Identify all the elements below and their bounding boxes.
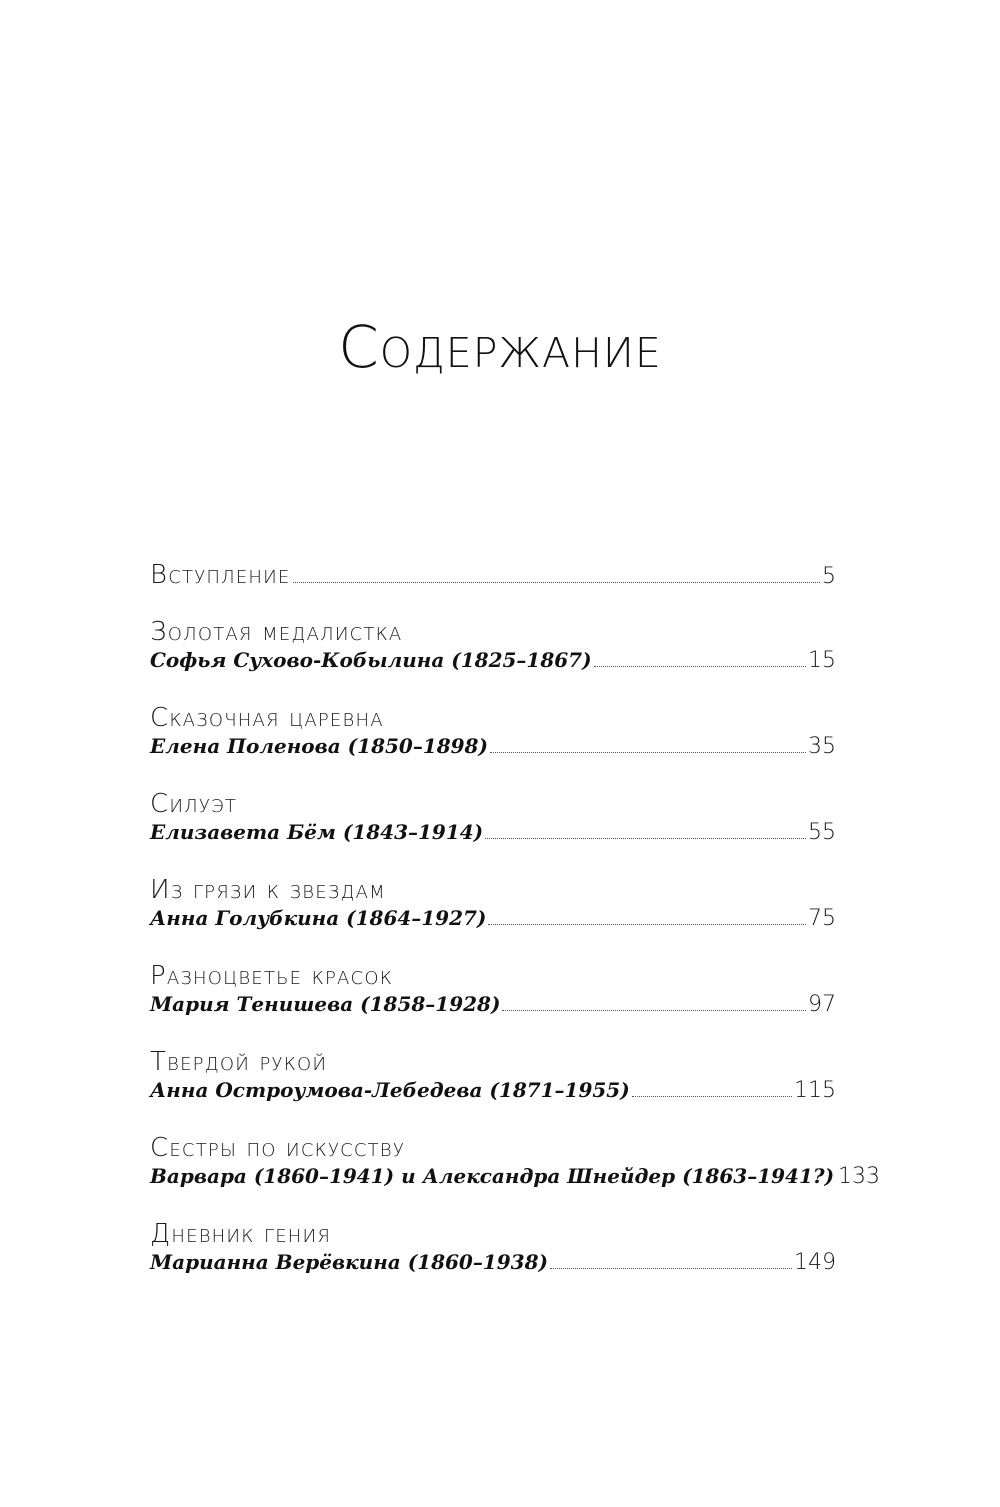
toc-chapter-entry[interactable] [150, 994, 836, 1016]
toc-chapter-title[interactable] [150, 963, 836, 989]
chapter-subtitle: Варвара (1860–1941) и Александра Шнейдер (1863–1941?) [150, 1164, 835, 1188]
toc-chapter-entry[interactable] [150, 736, 836, 758]
chapter-subtitle: Софья Сухово-Кобылина (1825–1867) [150, 648, 592, 672]
page-title: Содержание [338, 313, 662, 381]
toc-chapter-title[interactable] [150, 791, 836, 817]
dot-leader [550, 1268, 792, 1269]
toc-chapter-entry[interactable] [150, 908, 836, 930]
chapter-title: Силуэт [150, 789, 238, 819]
toc-chapter-title[interactable] [150, 619, 836, 645]
chapter-subtitle: Анна Остроумова-Лебедева (1871–1955) [150, 1078, 630, 1102]
toc-chapter-title[interactable] [150, 1221, 836, 1247]
toc-page-number: 149 [794, 1250, 836, 1275]
table-of-contents [150, 0, 881, 1507]
chapter-subtitle: Мария Тенишева (1858–1928) [150, 992, 501, 1016]
dot-leader [632, 1096, 792, 1097]
toc-page-number: 75 [808, 906, 836, 931]
dot-leader [594, 666, 806, 667]
chapter-title: Сестры по искусству [150, 1133, 406, 1163]
chapter-title: Сказочная царевна [150, 703, 384, 733]
toc-page-number: 5 [822, 564, 836, 589]
toc-page-number: 97 [808, 992, 836, 1017]
toc-chapter-title[interactable] [150, 1135, 836, 1161]
toc-chapter-entry[interactable] [150, 822, 836, 844]
chapter-subtitle: Анна Голубкина (1864–1927) [150, 906, 487, 930]
toc-page-number: 35 [808, 734, 836, 759]
dot-leader [293, 582, 821, 583]
chapter-subtitle: Марианна Верёвкина (1860–1938) [150, 1250, 548, 1274]
chapter-subtitle: Елена Поленова (1850–1898) [150, 734, 488, 758]
chapter-title: Разноцветье красок [150, 961, 394, 991]
toc-chapter-title[interactable] [150, 1049, 836, 1075]
dot-leader [485, 838, 806, 839]
chapter-title: Из грязи к звездам [150, 875, 386, 905]
toc-chapter-entry[interactable] [150, 1252, 836, 1274]
toc-page-number: 133 [838, 1164, 881, 1189]
chapter-title: Дневник гения [150, 1219, 332, 1249]
toc-entry-intro[interactable] [150, 562, 836, 588]
toc-chapter-title[interactable] [150, 705, 836, 731]
toc-chapter-entry[interactable] [150, 650, 836, 672]
chapter-subtitle: Елизавета Бём (1843–1914) [150, 820, 484, 844]
toc-intro-label: Вступление [150, 560, 291, 590]
toc-page-number: 115 [794, 1078, 836, 1103]
toc-page-number: 55 [808, 820, 836, 845]
dot-leader [502, 1010, 806, 1011]
dot-leader [488, 924, 806, 925]
toc-chapter-title[interactable] [150, 877, 836, 903]
chapter-title: Золотая медалистка [150, 617, 403, 647]
toc-page-number: 15 [808, 648, 836, 673]
dot-leader [490, 752, 806, 753]
toc-chapter-entry[interactable] [150, 1080, 836, 1102]
toc-chapter-entry[interactable] [150, 1164, 881, 1189]
chapter-title: Твердой рукой [150, 1047, 328, 1077]
